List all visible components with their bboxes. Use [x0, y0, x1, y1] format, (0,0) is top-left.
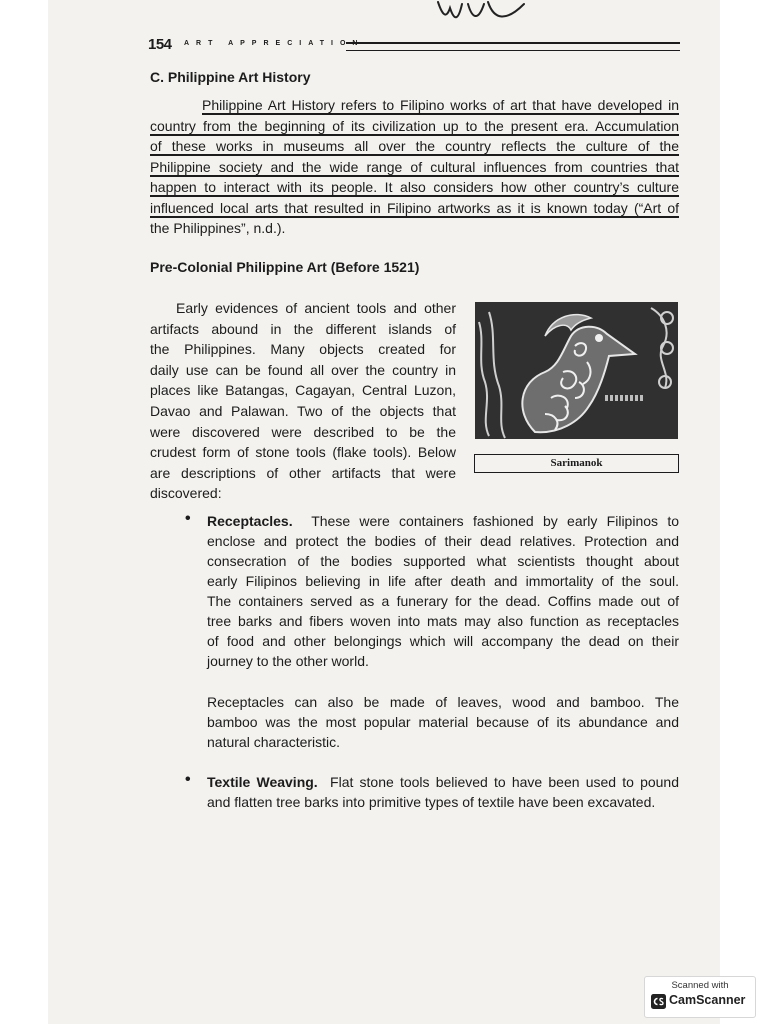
section-heading-pre-colonial: Pre-Colonial Philippine Art (Before 1521)	[150, 259, 420, 275]
paragraph-receptacle-materials	[207, 692, 679, 752]
text-line: country from the beginning of its civilization up to the present era. Accumulation	[150, 117, 679, 134]
page-header	[148, 36, 680, 56]
text-line: early Filipinos believing in life after death and immortality of the soul.	[207, 573, 679, 589]
text-line: Philippine society and the wide range of cultural influences from countries that	[150, 158, 679, 175]
text-line: were discovered were described to be the	[150, 423, 456, 440]
text-line: enclose and protect the bodies of their dead relatives. Protection and	[207, 533, 679, 549]
text-line: Receptacles can also be made of leaves, wood and bamboo. The	[207, 694, 679, 710]
text-fragment: Flat stone tools believed to have been used to pound	[330, 774, 679, 790]
paragraph-art-history	[150, 95, 679, 239]
sarimanok-illustration	[475, 302, 678, 439]
term-receptacles: Receptacles.	[207, 513, 293, 529]
watermark-caption: Scanned with	[671, 980, 729, 991]
watermark-brand: CamScanner	[669, 993, 746, 1007]
text-line: happen to interact with its people. It also considers how other country’s culture	[150, 179, 679, 195]
camscanner-logo	[651, 994, 666, 1009]
text-line: artifacts abound in the different islands of	[150, 320, 456, 337]
bullet-marker: •	[185, 771, 191, 788]
text-line: places like Batangas, Cagayan, Central Luzon,	[150, 382, 456, 399]
text-line: the Philippines”, n.d.).	[150, 220, 286, 236]
text-line: The containers served as a funerary for the dead. Coffins made out of	[207, 593, 679, 609]
section-heading-philippine-art-history: C. Philippine Art History	[150, 69, 311, 85]
text-line: influenced local arts that resulted in Filipino artworks as it is known today (“Art of	[150, 199, 679, 216]
header-rule	[346, 42, 680, 51]
text-line: crudest form of stone tools (flake tools). Below	[150, 444, 456, 461]
text-line: Davao and Palawan. Two of the objects that	[150, 402, 456, 419]
text-line	[207, 772, 679, 792]
text-line: discovered:	[150, 485, 222, 502]
term-textile-weaving: Textile Weaving.	[207, 774, 318, 790]
camscanner-watermark	[644, 976, 756, 1018]
text-line	[207, 511, 679, 531]
bullet-textile-weaving	[207, 772, 679, 812]
bullet-marker: •	[185, 510, 191, 527]
text-line: of food and other belongings which will accompany the dead on their	[207, 633, 679, 649]
text-line: tree barks and fibers woven into mats may also function as receptacles	[207, 613, 679, 629]
sarimanok-figure	[475, 302, 678, 439]
bullet-receptacles	[207, 511, 679, 671]
running-head: ART APPRECIATION	[184, 40, 365, 47]
text-line: Philippine Art History refers to Filipino works of art that have developed in	[202, 97, 679, 113]
handwritten-scribble	[428, 0, 538, 26]
paragraph-pre-colonial	[150, 298, 456, 504]
text-line: are descriptions of other artifacts that were	[150, 464, 456, 481]
text-line: journey to the other world.	[207, 653, 369, 669]
figure-caption: Sarimanok	[474, 454, 679, 473]
text-line: consecration of the bodies supported what scientists thought about	[207, 553, 679, 569]
text-line: bamboo was the most popular material because of its abundance and	[207, 714, 679, 730]
text-line: Early evidences of ancient tools and other	[176, 300, 456, 316]
text-line: daily use can be found all over the country in	[150, 361, 456, 378]
text-line: natural characteristic.	[207, 734, 341, 750]
page-number: 154	[148, 36, 172, 53]
text-line: the Philippines. Many objects created for	[150, 341, 456, 358]
text-line: of these works in museums all over the country reflects the culture of the	[150, 138, 679, 154]
text-line: and flatten tree barks into primitive types of textile have been excavated.	[207, 794, 656, 810]
text-fragment: These were containers fashioned by early Filipinos to	[311, 513, 679, 529]
